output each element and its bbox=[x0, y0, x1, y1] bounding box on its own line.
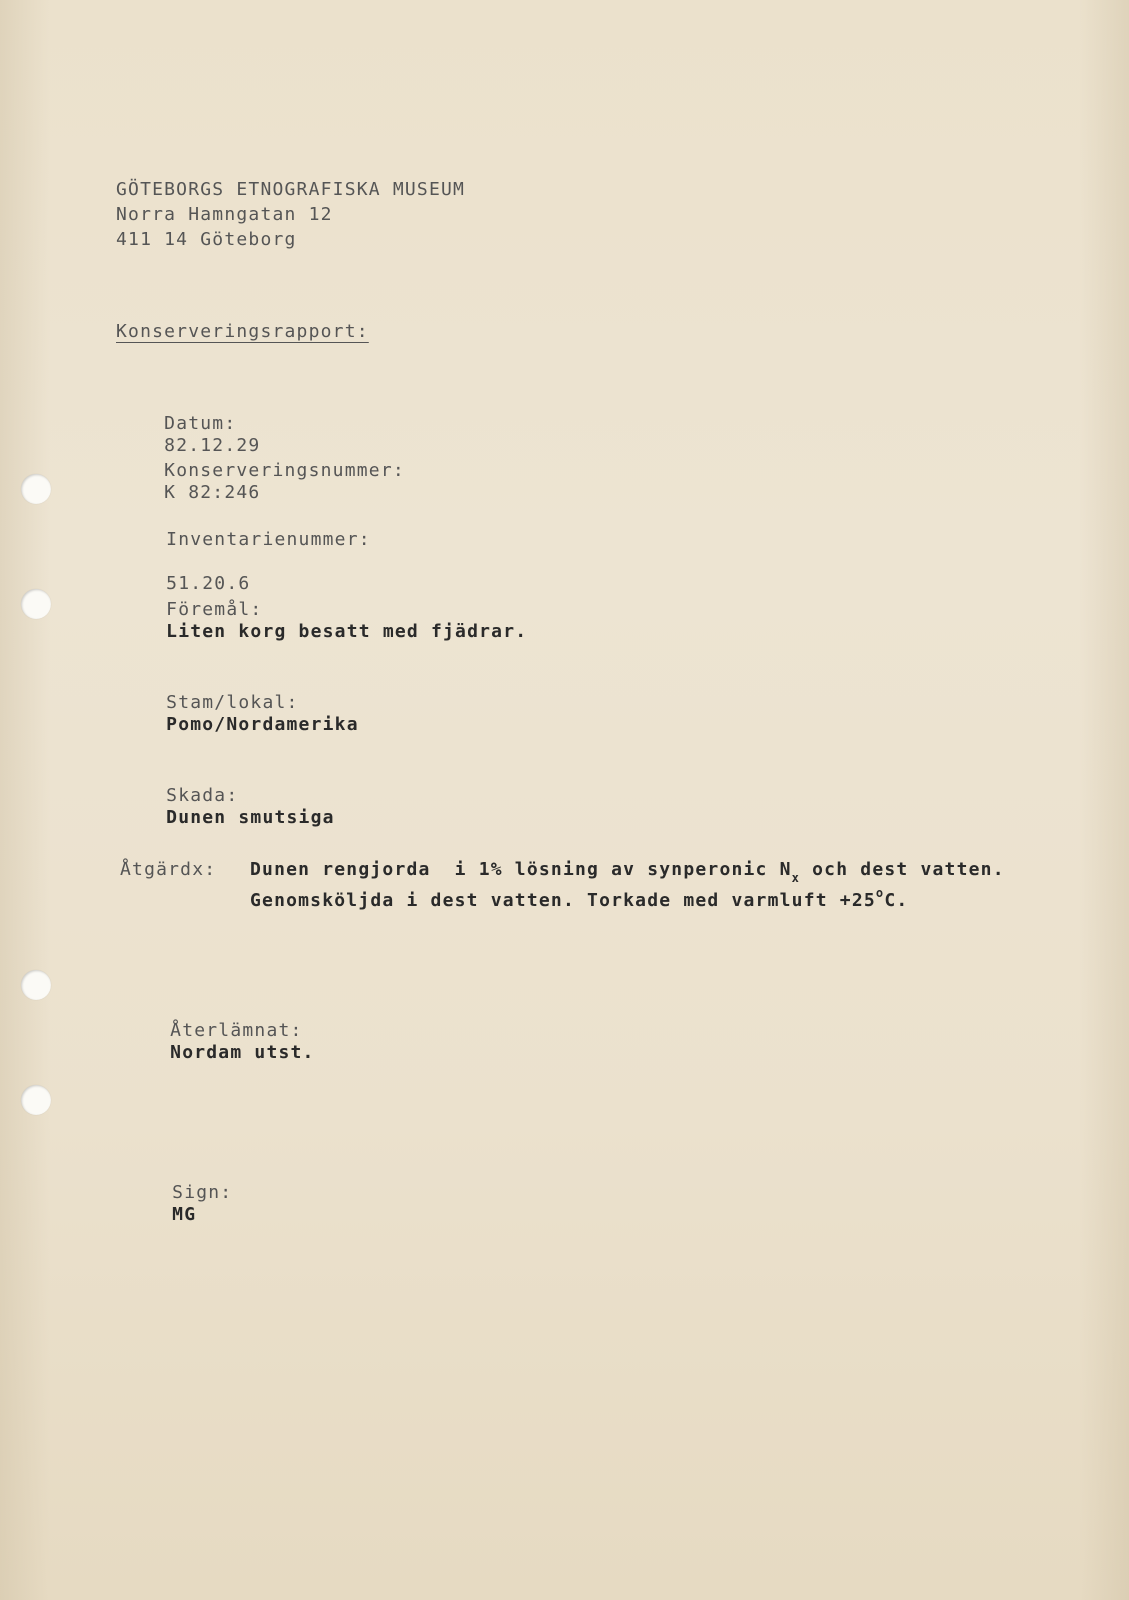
object-label: Föremål: bbox=[166, 599, 263, 620]
damage-value: Dunen smutsiga bbox=[166, 807, 335, 828]
treatment-line-1-end: och dest vatten. bbox=[800, 859, 1005, 880]
returned-label: Återlämnat: bbox=[170, 1020, 303, 1041]
treatment-line-2 bbox=[250, 882, 908, 912]
damage-label: Skada: bbox=[166, 785, 239, 806]
punch-hole bbox=[21, 589, 51, 619]
treatment-line-1-subscript: x bbox=[791, 871, 801, 885]
treatment-line-2-text: Genomsköljda i dest vatten. Torkade med varmluft +25 bbox=[250, 890, 876, 911]
postal-address: 411 14 Göteborg bbox=[116, 229, 297, 250]
right-edge-shading bbox=[1079, 0, 1129, 1600]
damage-row bbox=[118, 763, 335, 851]
punch-hole bbox=[21, 474, 51, 504]
conservation-number-value: K 82:246 bbox=[164, 482, 261, 503]
treatment-line-1-text: Dunen rengjorda i 1% lösning av synperonic N bbox=[250, 859, 792, 880]
left-edge-shading bbox=[0, 0, 50, 1600]
street-address: Norra Hamngatan 12 bbox=[116, 204, 333, 225]
treatment-line-2-superscript: o bbox=[875, 886, 885, 900]
punch-hole bbox=[21, 1085, 51, 1115]
inventory-number-label: Inventarienummer: bbox=[166, 529, 371, 550]
signature-value: MG bbox=[172, 1204, 197, 1225]
signature-row bbox=[124, 1160, 232, 1248]
institution-name: GÖTEBORGS ETNOGRAFISKA MUSEUM bbox=[116, 179, 466, 200]
treatment-line-2-end: C. bbox=[884, 890, 909, 911]
origin-label: Stam/lokal: bbox=[166, 692, 299, 713]
origin-row bbox=[118, 670, 359, 758]
object-value: Liten korg besatt med fjädrar. bbox=[166, 621, 528, 642]
inventory-number-value: 51.20.6 bbox=[166, 573, 251, 594]
report-title: Konserveringsrapport: bbox=[116, 321, 369, 342]
object-row bbox=[118, 577, 527, 665]
conservation-number-label: Konserveringsnummer: bbox=[164, 460, 405, 481]
punch-hole bbox=[21, 970, 51, 1000]
returned-row bbox=[122, 998, 315, 1086]
date-value: 82.12.29 bbox=[164, 435, 261, 456]
signature-label: Sign: bbox=[172, 1182, 233, 1203]
date-label: Datum: bbox=[164, 413, 237, 434]
treatment-label: Åtgärdx: bbox=[120, 859, 217, 880]
returned-value: Nordam utst. bbox=[170, 1042, 315, 1063]
origin-value: Pomo/Nordamerika bbox=[166, 714, 359, 735]
